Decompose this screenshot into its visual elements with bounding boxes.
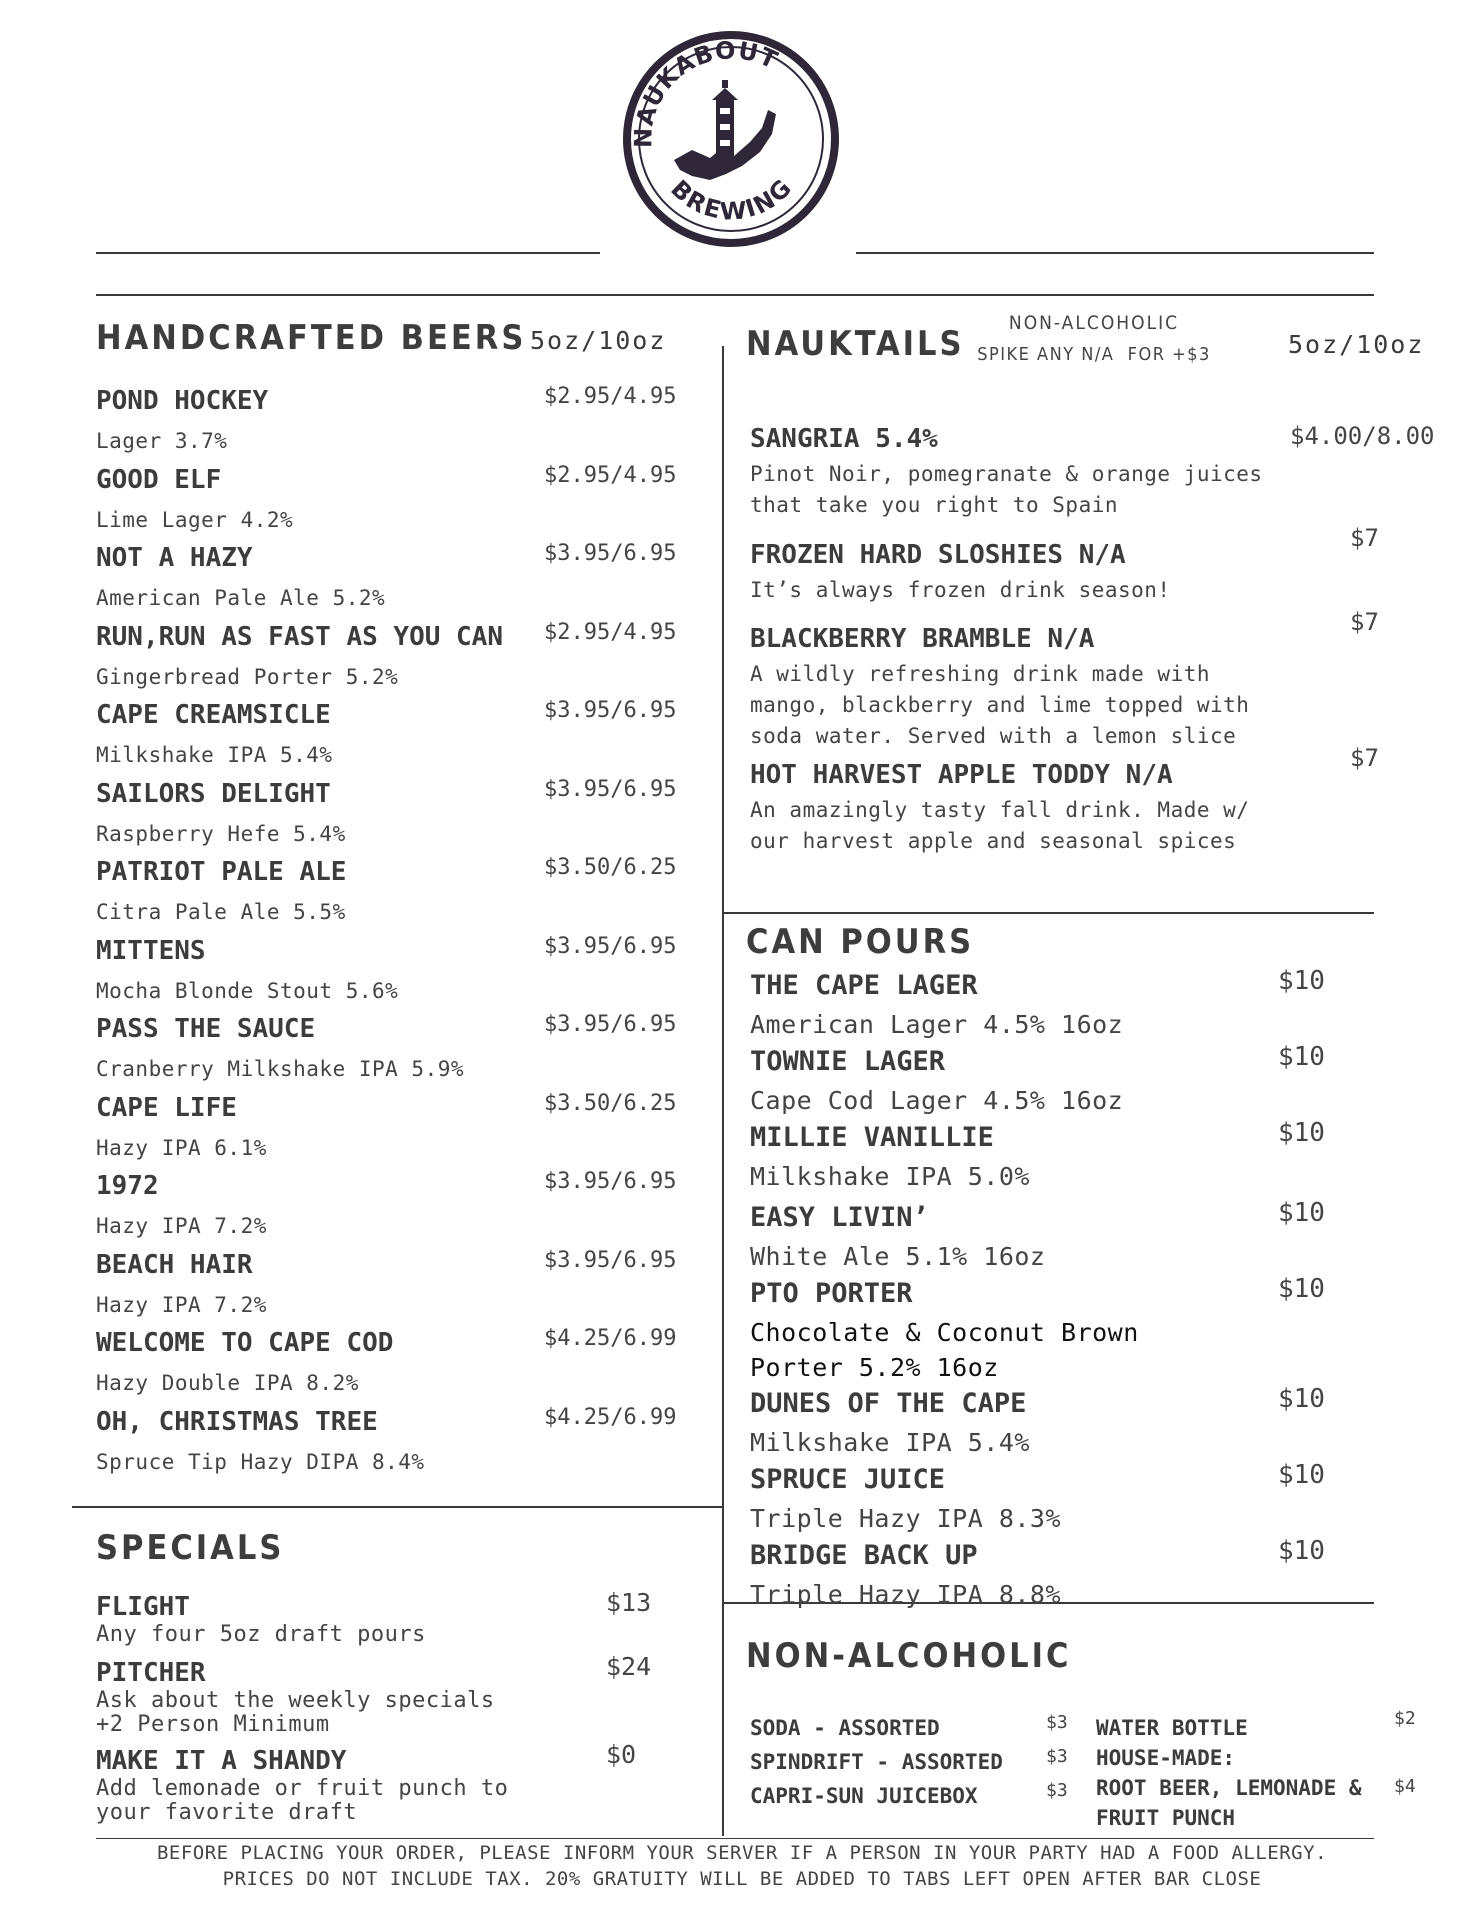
special-name: MAKE IT A SHANDY	[96, 1746, 347, 1776]
can-description: Chocolate & Coconut Brown	[750, 1318, 1139, 1347]
nauktail-description: Pinot Noir, pomegranate & orange juices	[750, 462, 1263, 486]
nauktail-description: mango, blackberry and lime topped with	[750, 693, 1250, 717]
beer-price: $3.95/6.95	[544, 1012, 677, 1037]
beer-name: 1972	[96, 1171, 159, 1201]
nauktails-note-line1: NON-ALCOHOLIC	[1008, 312, 1180, 334]
beers-size-label: 5oz/10oz	[530, 326, 667, 355]
beer-description: Raspberry Hefe 5.4%	[96, 821, 346, 846]
beers-bottom-rule	[72, 1506, 722, 1508]
beer-name: POND HOCKEY	[96, 386, 269, 416]
nauktails-size-label: 5oz/10oz	[1288, 330, 1425, 359]
beer-description: Hazy IPA 6.1%	[96, 1135, 267, 1160]
specials-title: SPECIALS	[96, 1528, 285, 1568]
can-description: Triple Hazy IPA 8.3%	[750, 1504, 1062, 1533]
nauktail-name: SANGRIA 5.4%	[750, 424, 938, 454]
na-item-price: $4	[1394, 1776, 1416, 1797]
nauktail-price: $7	[1350, 524, 1379, 552]
na-item-name: ROOT BEER, LEMONADE &	[1096, 1776, 1362, 1800]
na-item-price: $3	[1046, 1780, 1068, 1801]
can-name: PTO PORTER	[750, 1278, 913, 1309]
beer-name: PATRIOT PALE ALE	[96, 857, 347, 887]
can-description: Porter 5.2% 16oz	[750, 1353, 999, 1382]
can-name: THE CAPE LAGER	[750, 970, 978, 1001]
nauktail-name: BLACKBERRY BRAMBLE N/A	[750, 624, 1095, 654]
can-name: SPRUCE JUICE	[750, 1464, 946, 1495]
nauktail-description: It’s always frozen drink season!	[750, 578, 1171, 602]
nauktail-description: our harvest apple and seasonal spices	[750, 829, 1237, 853]
beer-name: CAPE CREAMSICLE	[96, 700, 331, 730]
beer-price: $3.95/6.95	[544, 933, 677, 959]
beer-description: Lager 3.7%	[96, 429, 228, 453]
can-price: $10	[1278, 1384, 1325, 1414]
beer-name: RUN,RUN AS FAST AS YOU CAN	[96, 621, 503, 652]
beer-price: $2.95/4.95	[544, 384, 677, 409]
beer-description: American Pale Ale 5.2%	[96, 586, 386, 610]
beer-name: NOT A HAZY	[96, 543, 253, 573]
beers-title: HANDCRAFTED BEERS	[96, 318, 527, 358]
can-description: American Lager 4.5% 16oz	[750, 1010, 1124, 1039]
beer-price: $4.25/6.99	[544, 1404, 677, 1430]
nauktail-description: that take you right to Spain	[750, 493, 1119, 517]
nauktail-name: HOT HARVEST APPLE TODDY N/A	[750, 760, 1173, 790]
beer-description: Gingerbread Porter 5.2%	[96, 664, 399, 689]
beer-description: Milkshake IPA 5.4%	[96, 743, 333, 767]
logo-top-text: NAUKABOUT	[629, 35, 783, 149]
nauktails-note-line2: SPIKE ANY N/A FOR +$3	[977, 344, 1211, 365]
tax-gratuity-notice: PRICES DO NOT INCLUDE TAX. 20% GRATUITY WILL BE ADDED TO TABS LEFT OPEN AFTER BAR CLOSE	[222, 1868, 1262, 1890]
special-description: your favorite draft	[96, 1800, 358, 1825]
special-name: FLIGHT	[96, 1592, 190, 1622]
beer-description: Mocha Blonde Stout 5.6%	[96, 978, 399, 1003]
beer-description: Citra Pale Ale 5.5%	[96, 900, 346, 924]
header-rule-full	[96, 294, 1374, 296]
beer-price: $3.95/6.95	[544, 541, 677, 566]
beer-description: Lime Lager 4.2%	[96, 507, 294, 532]
beer-name: PASS THE SAUCE	[96, 1014, 316, 1044]
beer-price: $3.50/6.25	[544, 855, 677, 880]
can-name: BRIDGE BACK UP	[750, 1540, 978, 1571]
beer-price: $3.50/6.25	[544, 1090, 677, 1116]
can-name: MILLIE VANILLIE	[750, 1122, 994, 1153]
can-price: $10	[1278, 966, 1325, 996]
logo-bottom-text: BREWING	[665, 172, 799, 226]
beer-price: $3.95/6.95	[544, 776, 677, 802]
can-price: $10	[1278, 1536, 1325, 1566]
na-item-price: $3	[1046, 1712, 1068, 1733]
nauktail-description: An amazingly tasty fall drink. Made w/	[750, 798, 1250, 822]
na-item-name: FRUIT PUNCH	[1096, 1806, 1236, 1830]
beer-name: GOOD ELF	[96, 464, 222, 495]
beer-description: Hazy IPA 7.2%	[96, 1292, 267, 1317]
can-name: EASY LIVIN’	[750, 1202, 929, 1233]
beer-description: Spruce Tip Hazy DIPA 8.4%	[96, 1449, 425, 1474]
brewery-logo	[622, 30, 840, 248]
can-description: Cape Cod Lager 4.5% 16oz	[750, 1086, 1124, 1115]
beer-price: $3.95/6.95	[544, 698, 677, 723]
beer-name: OH, CHRISTMAS TREE	[96, 1406, 378, 1437]
header-rule-left	[96, 252, 600, 254]
allergy-notice: BEFORE PLACING YOUR ORDER, PLEASE INFORM YOUR SERVER IF A PERSON IN YOUR PARTY HAD A FOOD ALLERGY.	[156, 1842, 1328, 1864]
nauktail-price: $7	[1350, 608, 1379, 636]
can-price: $10	[1278, 1042, 1325, 1072]
can-description: Milkshake IPA 5.4%	[750, 1428, 1030, 1457]
beer-name: BEACH HAIR	[96, 1249, 253, 1280]
can-name: TOWNIE LAGER	[750, 1046, 946, 1077]
na-item-name: SODA - ASSORTED	[750, 1716, 940, 1740]
beer-name: CAPE LIFE	[96, 1092, 237, 1123]
beer-name: WELCOME TO CAPE COD	[96, 1328, 394, 1358]
beer-price: $3.95/6.95	[544, 1247, 677, 1273]
non-alcoholic-title: NON-ALCOHOLIC	[746, 1636, 1072, 1676]
nauktail-price: $4.00/8.00	[1290, 422, 1435, 450]
can-price: $10	[1278, 1118, 1325, 1148]
special-name: PITCHER	[96, 1658, 206, 1688]
nauktail-description: soda water. Served with a lemon slice	[750, 724, 1237, 748]
can-price: $10	[1278, 1274, 1325, 1304]
beer-price: $3.95/6.95	[544, 1169, 677, 1194]
can-price: $10	[1278, 1460, 1325, 1490]
nauktail-name: FROZEN HARD SLOSHIES N/A	[750, 540, 1126, 570]
cans-title: CAN POURS	[746, 922, 975, 962]
na-item-name: SPINDRIFT - ASSORTED	[750, 1750, 1003, 1774]
special-price: $24	[606, 1652, 652, 1681]
na-item-name: HOUSE-MADE:	[1096, 1746, 1236, 1770]
special-description: Add lemonade or fruit punch to	[96, 1776, 509, 1801]
can-description: Triple Hazy IPA 8.8%	[750, 1580, 1062, 1609]
footer-rule	[96, 1838, 1374, 1839]
column-divider	[722, 346, 724, 1836]
nauktails-bottom-rule	[722, 912, 1374, 914]
can-price: $10	[1278, 1198, 1325, 1228]
beer-description: Hazy IPA 7.2%	[96, 1214, 267, 1238]
special-description: Ask about the weekly specials	[96, 1688, 495, 1713]
special-price: $13	[606, 1588, 652, 1617]
beer-name: SAILORS DELIGHT	[96, 778, 331, 809]
beer-price: $2.95/4.95	[544, 619, 677, 645]
nauktails-title: NAUKTAILS	[746, 324, 965, 364]
can-name: DUNES OF THE CAPE	[750, 1388, 1027, 1419]
nauktail-description: A wildly refreshing drink made with	[750, 662, 1211, 686]
can-description: White Ale 5.1% 16oz	[750, 1242, 1046, 1271]
beer-description: Hazy Double IPA 8.2%	[96, 1371, 359, 1395]
beer-name: MITTENS	[96, 935, 206, 966]
special-price: $0	[606, 1740, 637, 1769]
nauktail-price: $7	[1350, 744, 1379, 772]
na-item-name: WATER BOTTLE	[1096, 1716, 1248, 1740]
special-description: Any four 5oz draft pours	[96, 1622, 426, 1647]
can-description: Milkshake IPA 5.0%	[750, 1162, 1030, 1191]
na-item-price: $3	[1046, 1746, 1068, 1767]
na-item-price: $2	[1394, 1708, 1416, 1729]
header-rule-right	[856, 252, 1374, 254]
na-item-name: CAPRI-SUN JUICEBOX	[750, 1784, 978, 1808]
beer-price: $4.25/6.99	[544, 1326, 677, 1351]
beer-price: $2.95/4.95	[544, 462, 677, 488]
beer-description: Cranberry Milkshake IPA 5.9%	[96, 1057, 465, 1081]
special-description: +2 Person Minimum	[96, 1712, 330, 1737]
